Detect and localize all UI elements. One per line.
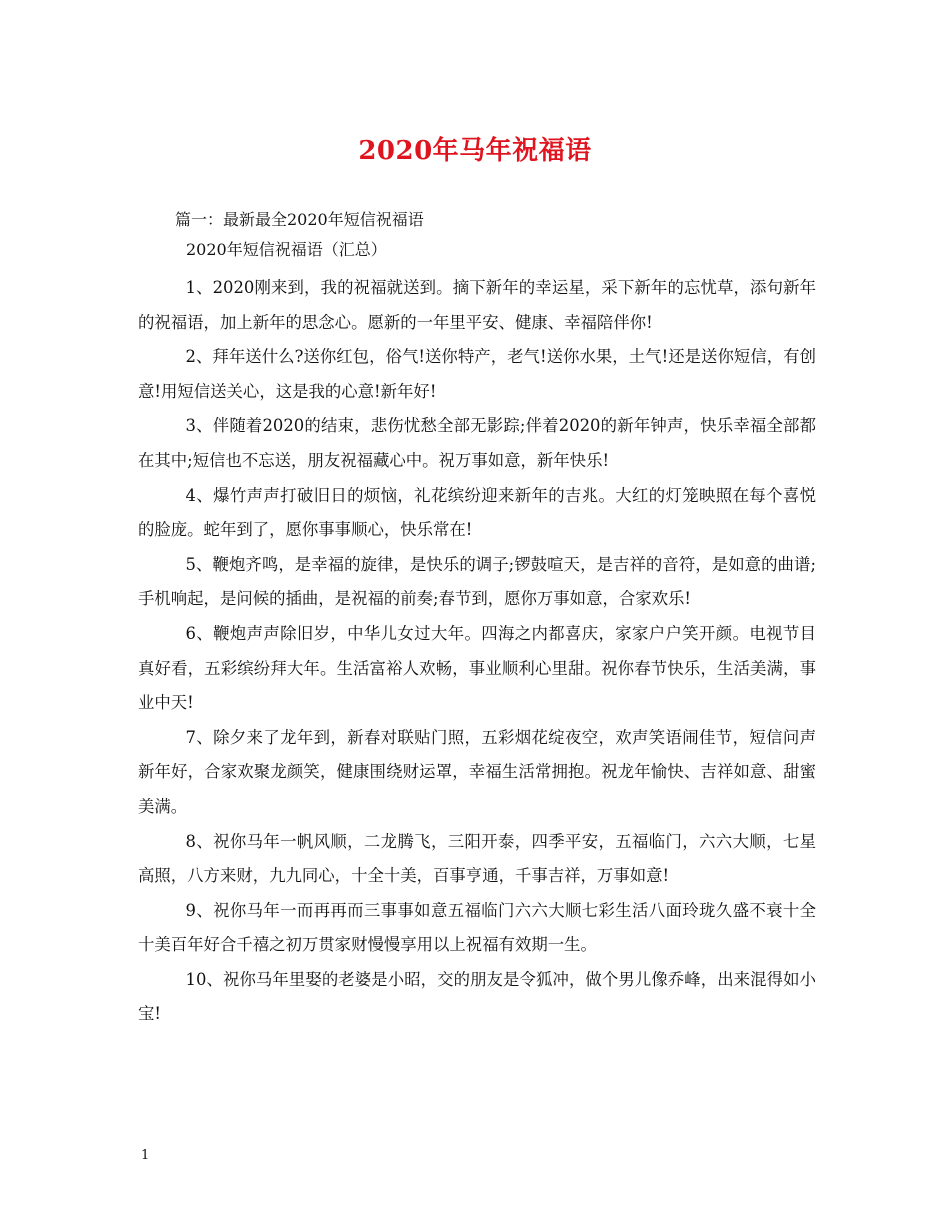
paragraph-5: 5、鞭炮齐鸣，是幸福的旋律，是快乐的调子;锣鼓喧天，是吉祥的音符，是如意的曲谱;手机响起，是问候的插曲，是祝福的前奏;春节到，愿你万事如意，合家欢乐! [138, 554, 816, 609]
page-number: 1 [141, 1148, 150, 1163]
paragraph-6: 6、鞭炮声声除旧岁，中华儿女过大年。四海之内都喜庆，家家户户笑开颜。电视节目真好看，五彩缤纷拜大年。生活富裕人欢畅，事业顺利心里甜。祝你春节快乐，生活美满，事业中天! [138, 623, 816, 713]
paragraph-4: 4、爆竹声声打破旧日的烦恼，礼花缤纷迎来新年的吉兆。大红的灯笼映照在每个喜悦的脸庞。蛇年到了，愿你事事顺心，快乐常在! [138, 485, 816, 540]
paragraph-1: 1、2020刚来到，我的祝福就送到。摘下新年的幸运星，采下新年的忘忧草，添句新年的祝福语，加上新年的思念心。愿新的一年里平安、健康、幸福陪伴你! [138, 278, 816, 332]
paragraph-8: 8、祝你马年一帆风顺，二龙腾飞，三阳开泰，四季平安，五福临门，六六大顺，七星高照，八方来财，九九同心，十全十美，百事亨通，千事吉祥，万事如意! [138, 831, 816, 886]
paragraph-10: 10、祝你马年里娶的老婆是小昭，交的朋友是令狐冲，做个男儿像乔峰，出来混得如小宝! [138, 969, 816, 1024]
paragraph-3: 3、伴随着2020的结束，悲伤忧愁全部无影踪;伴着2020的新年钟声，快乐幸福全部都在其中;短信也不忘送，朋友祝福藏心中。祝万事如意，新年快乐! [138, 416, 816, 470]
document-body [138, 271, 816, 1032]
paragraph-2: 2、拜年送什么?送你红包，俗气!送你特产，老气!送你水果，土气!还是送你短信，有创意!用短信送关心，这是我的心意!新年好! [138, 347, 816, 401]
document-title: 2020年马年祝福语 [358, 136, 592, 166]
section-heading: 篇一：最新最全2020年短信祝福语 [175, 210, 424, 229]
paragraph-9: 9、祝你马年一而再再而三事事如意五福临门六六大顺七彩生活八面玲珑久盛不衰十全十美百年好合千禧之初万贯家财慢慢享用以上祝福有效期一生。 [138, 900, 816, 955]
paragraph-7: 7、除夕来了龙年到，新春对联贴门照，五彩烟花绽夜空，欢声笑语闹佳节，短信问声新年好，合家欢聚龙颜笑，健康围绕财运罩，幸福生活常拥抱。祝龙年愉快、吉祥如意、甜蜜美满。 [138, 727, 816, 816]
sub-heading: 2020年短信祝福语（汇总） [186, 240, 387, 259]
